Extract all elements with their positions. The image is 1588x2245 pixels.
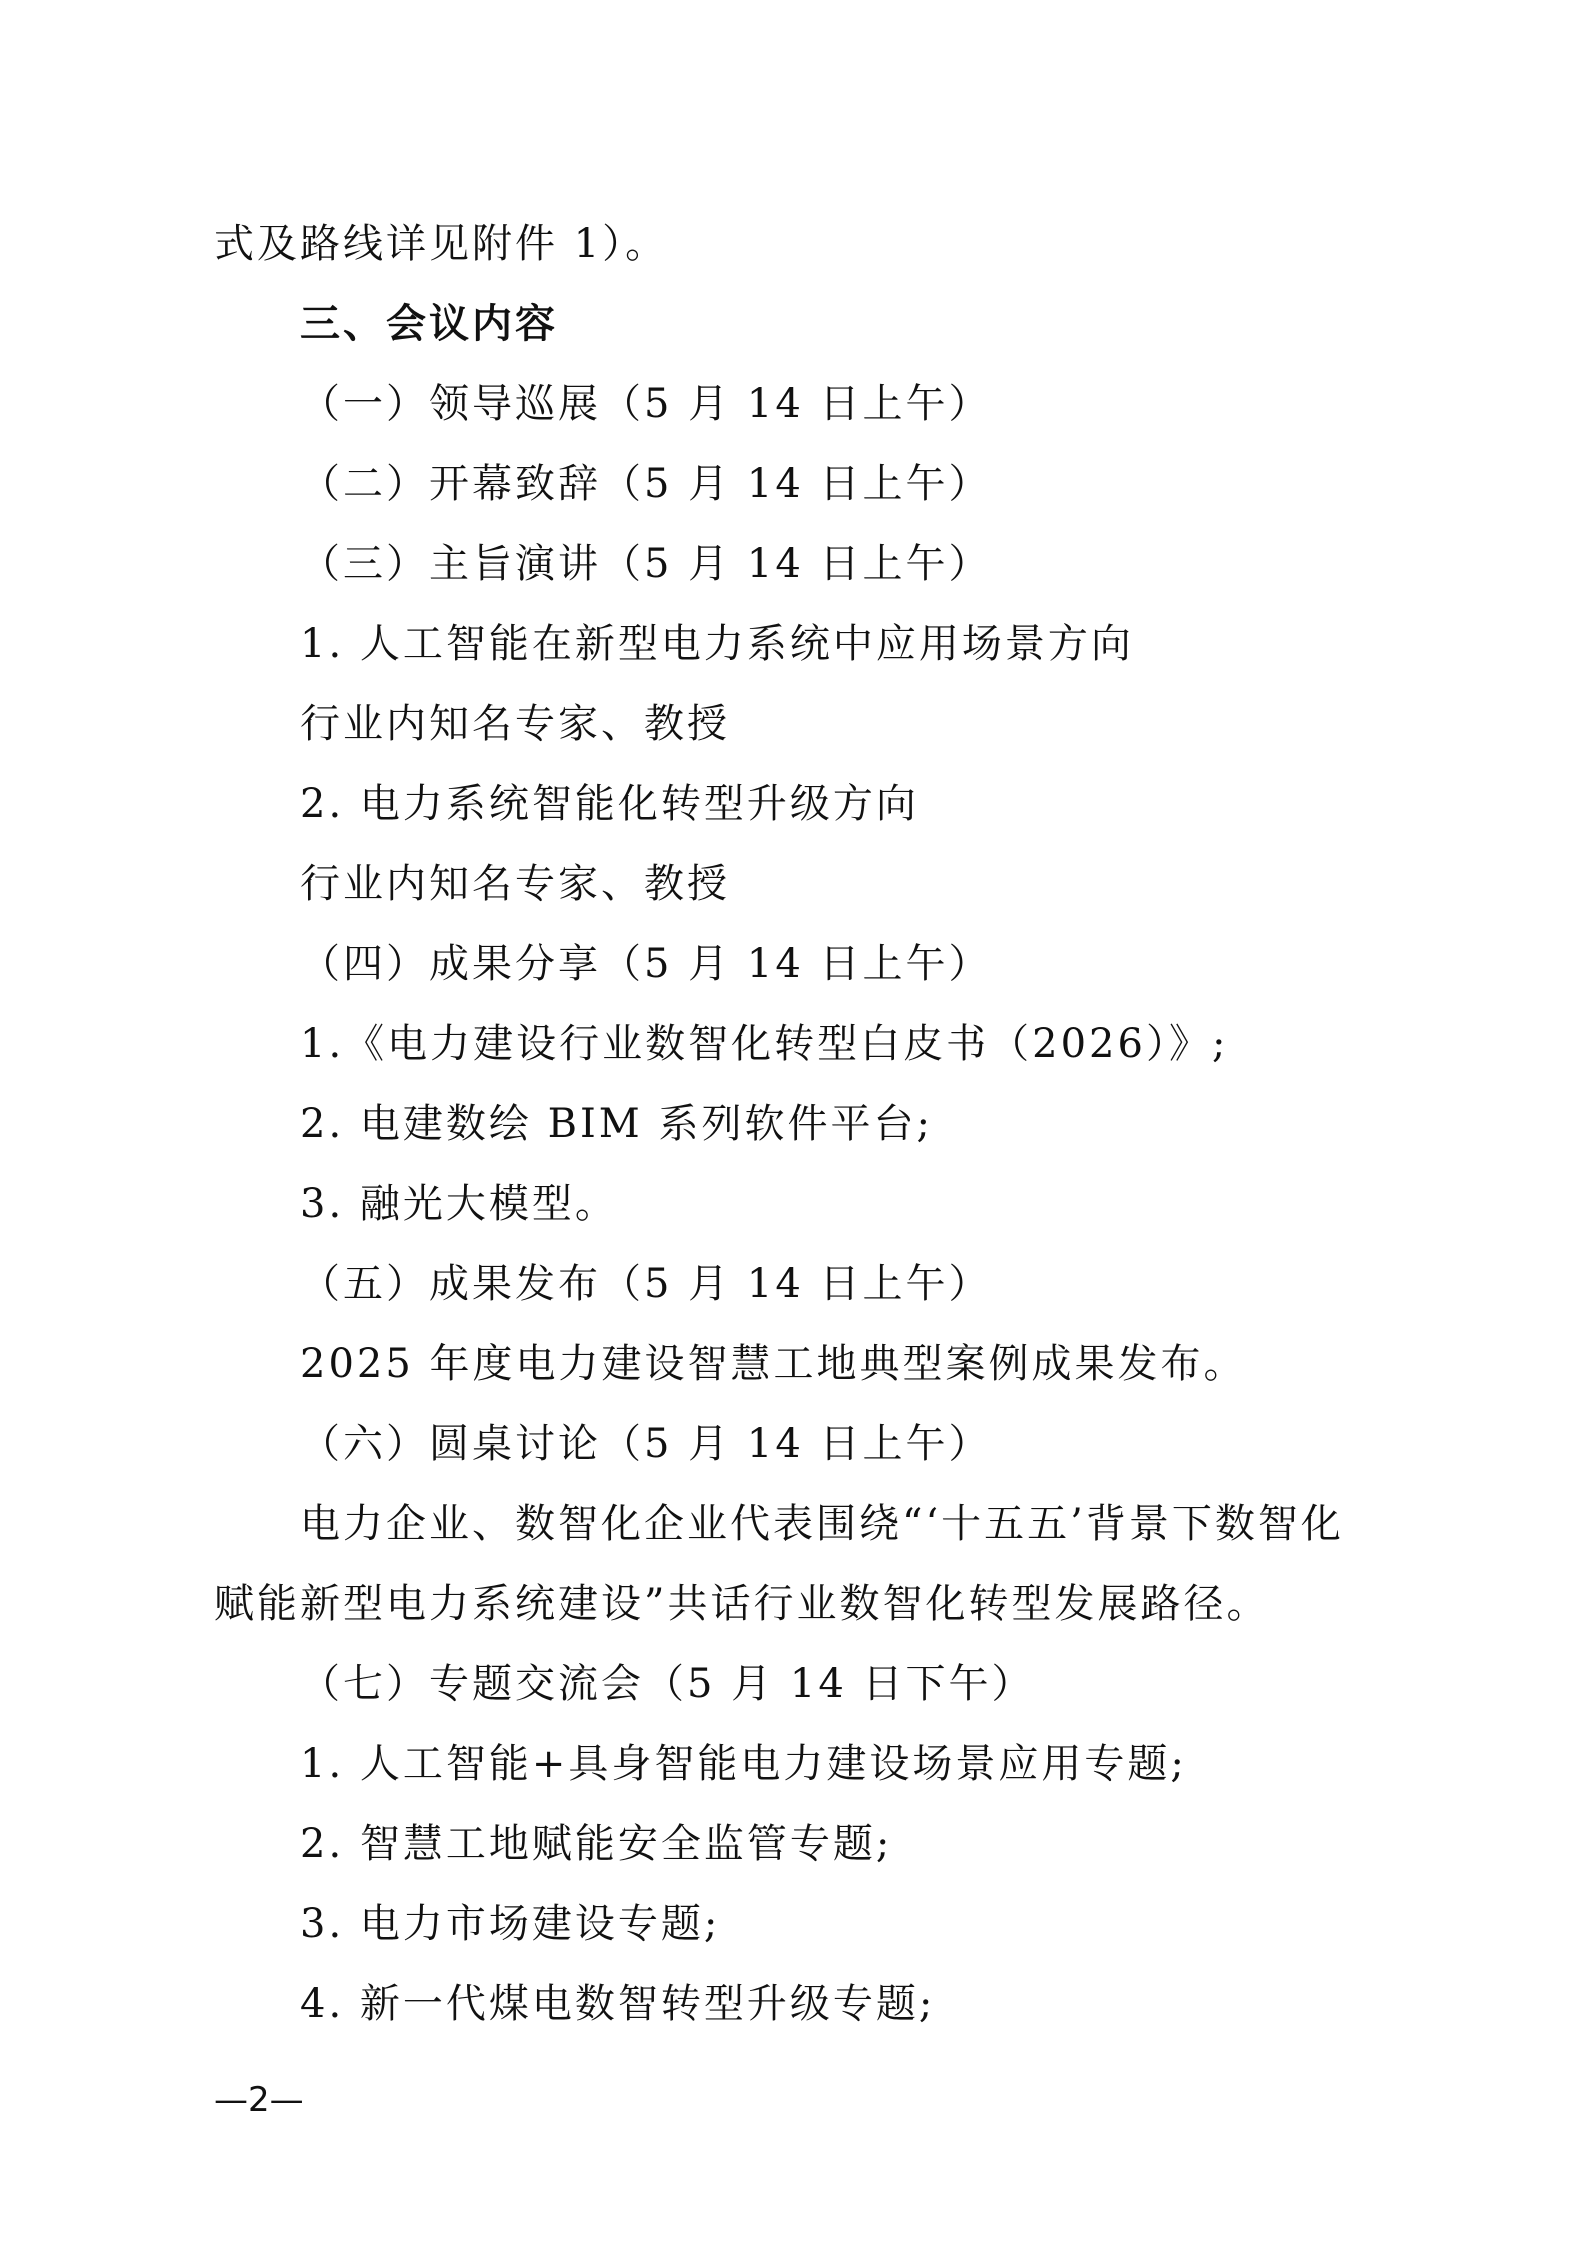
subsection-heading: （三）主旨演讲（5 月 14 日上午） xyxy=(300,541,992,587)
list-item: 1. 人工智能在新型电力系统中应用场景方向 xyxy=(300,621,1134,667)
text-line: 赋能新型电力系统建设”共话行业数智化转型发展路径。 xyxy=(214,1581,1270,1627)
subsection-heading: （四）成果分享（5 月 14 日上午） xyxy=(300,941,992,987)
list-item: 1.《电力建设行业数智化转型白皮书（2026）》; xyxy=(300,1021,1229,1067)
text-line: 行业内知名专家、教授 xyxy=(300,861,730,907)
text-line: 行业内知名专家、教授 xyxy=(300,701,730,747)
subsection-heading: （二）开幕致辞（5 月 14 日上午） xyxy=(300,461,992,507)
subsection-heading: （七）专题交流会（5 月 14 日下午） xyxy=(300,1661,1035,1707)
list-item: 1. 人工智能+具身智能电力建设场景应用专题; xyxy=(300,1741,1187,1787)
page-number: —2— xyxy=(214,2080,304,2120)
list-item: 2. 电力系统智能化转型升级方向 xyxy=(300,781,919,827)
list-item: 4. 新一代煤电数智转型升级专题; xyxy=(300,1981,936,2027)
list-item: 2. 智慧工地赋能安全监管专题; xyxy=(300,1821,893,1867)
text-line: 式及路线详见附件 1）。 xyxy=(214,221,669,267)
section-heading: 三、会议内容 xyxy=(300,301,558,347)
list-item: 3. 电力市场建设专题; xyxy=(300,1901,721,1947)
subsection-heading: （一）领导巡展（5 月 14 日上午） xyxy=(300,381,992,427)
text-line: 2025 年度电力建设智慧工地典型案例成果发布。 xyxy=(300,1341,1247,1387)
list-item: 2. 电建数绘 BIM 系列软件平台; xyxy=(300,1101,933,1147)
list-item: 3. 融光大模型。 xyxy=(300,1181,618,1227)
subsection-heading: （六）圆桌讨论（5 月 14 日上午） xyxy=(300,1421,992,1467)
subsection-heading: （五）成果发布（5 月 14 日上午） xyxy=(300,1261,992,1307)
text-line: 电力企业、数智化企业代表围绕“‘十五五’背景下数智化 xyxy=(300,1501,1344,1547)
